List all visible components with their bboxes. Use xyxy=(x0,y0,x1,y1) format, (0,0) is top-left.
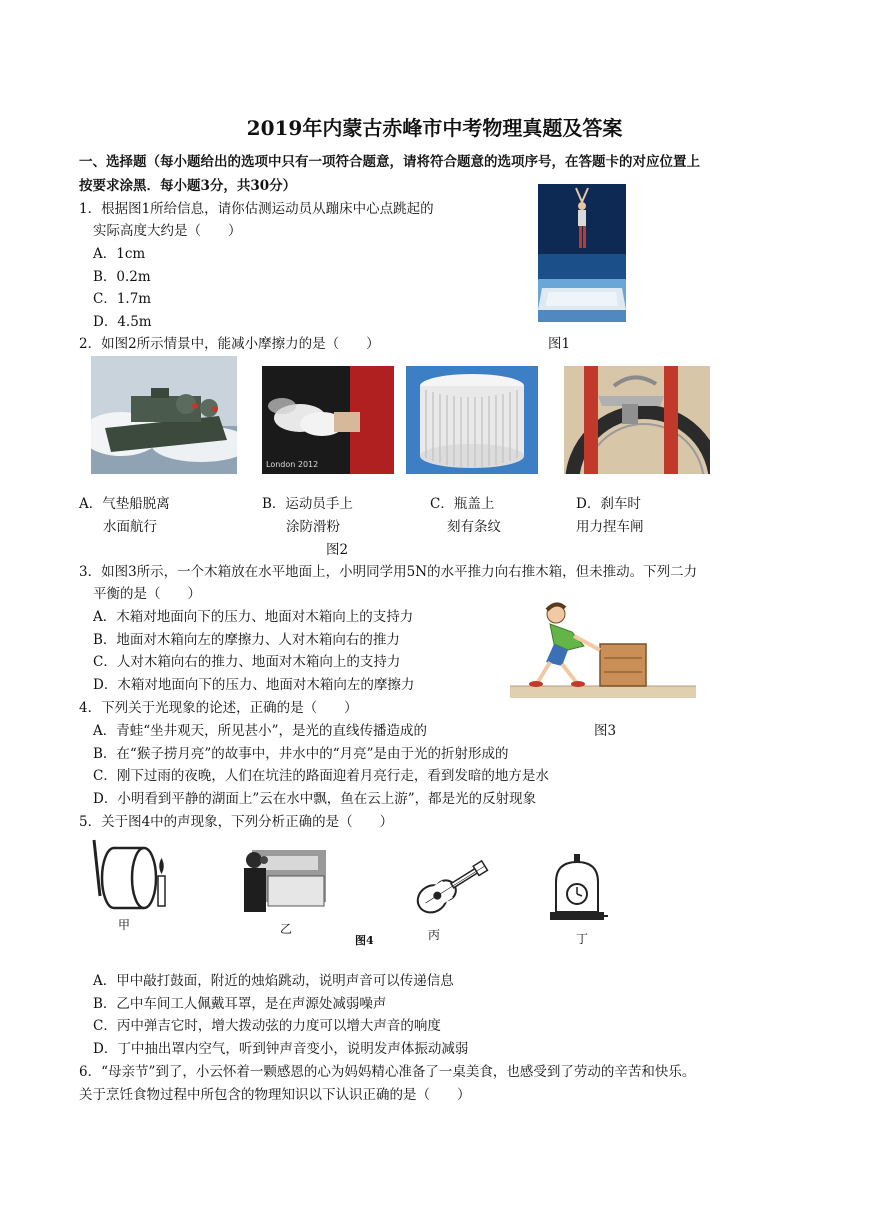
q2-stem: 2．如图2所示情景中，能减小摩擦力的是（ ） xyxy=(79,336,380,352)
figure-2d-bicycle-brake-photo xyxy=(564,366,710,474)
figure-2-caption: 图2 xyxy=(326,542,349,558)
q5-option-d: D．丁中抽出罩内空气，听到钟声音变小，说明发声体振动减弱 xyxy=(93,1041,469,1057)
figure-3-pushing-box-illustration xyxy=(510,600,696,702)
q5-stem: 5．关于图4中的声现象，下列分析正确的是（ ） xyxy=(79,814,394,830)
q3-option-b: B．地面对木箱向左的摩擦力、人对木箱向右的推力 xyxy=(93,632,400,648)
q4-option-a: A．青蛙“坐井观天，所见甚小”，是光的直线传播造成的 xyxy=(93,723,428,739)
q1-stem-line2: 实际高度大约是（ ） xyxy=(93,223,242,239)
q3-option-c: C．人对木箱向右的推力、地面对木箱向上的支持力 xyxy=(93,654,401,670)
figure-4-label-ding: 丁 xyxy=(576,932,589,946)
figure-1-caption: 图1 xyxy=(548,336,571,352)
figure-4-ding-bell-jar xyxy=(546,852,608,928)
q3-option-a: A．木箱对地面向下的压力、地面对木箱向上的支持力 xyxy=(93,609,414,625)
q2-option-c-line2: 刻有条纹 xyxy=(447,519,501,535)
figure-4-yi-factory-worker xyxy=(238,846,330,918)
q3-stem-line2: 平衡的是（ ） xyxy=(93,586,201,602)
q2-option-a-line1: A．气垫船脱离 xyxy=(79,496,170,512)
figure-4-bing-guitar xyxy=(406,848,492,924)
section-header-line2: 按要求涂黑．每小题3分，共30分） xyxy=(79,178,297,194)
q4-stem: 4．下列关于光现象的论述，正确的是（ ） xyxy=(79,700,358,716)
figure-2c-bottle-cap-photo xyxy=(406,366,538,474)
q2-option-d-line2: 用力捏车闸 xyxy=(576,519,644,535)
figure-1-trampoline-photo xyxy=(538,184,626,322)
figure-3-caption: 图3 xyxy=(594,723,617,739)
q1-option-a: A．1cm xyxy=(93,246,146,262)
page-title: 2019年内蒙古赤峰市中考物理真题及答案 xyxy=(246,116,623,140)
q6-stem-line1: 6．“母亲节”到了，小云怀着一颗感恩的心为妈妈精心准备了一桌美食，也感受到了劳动的辛苦和快乐。 xyxy=(79,1064,696,1080)
q5-option-c: C．丙中弹吉它时，增大拨动弦的力度可以增大声音的响度 xyxy=(93,1018,441,1034)
q1-stem-line1: 1．根据图1所给信息，请你估测运动员从蹦床中心点跳起的 xyxy=(79,201,434,217)
q6-stem-line2: 关于烹饪食物过程中所包含的物理知识以下认识正确的是（ ） xyxy=(79,1087,471,1103)
figure-2a-hovercraft-photo xyxy=(91,356,237,474)
q2-option-d-line1: D．刹车时 xyxy=(576,496,641,512)
figure-4-label-yi: 乙 xyxy=(280,922,293,936)
photo-watermark-text: London 2012 xyxy=(266,460,319,470)
q2-option-b-line1: B．运动员手上 xyxy=(262,496,353,512)
q3-option-d: D．木箱对地面向下的压力、地面对木箱向左的摩擦力 xyxy=(93,677,415,693)
q2-option-a-line2: 水面航行 xyxy=(103,519,157,535)
q4-option-c: C．刚下过雨的夜晚，人们在坑洼的路面迎着月亮行走，看到发暗的地方是水 xyxy=(93,768,549,784)
section-header-line1: 一、选择题（每小题给出的选项中只有一项符合题意，请将符合题意的选项序号，在答题卡的对应位置上 xyxy=(79,154,700,170)
q5-option-b: B．乙中车间工人佩戴耳罩，是在声源处减弱噪声 xyxy=(93,996,387,1012)
figure-4-label-bing: 丙 xyxy=(428,928,441,942)
q1-option-b: B．0.2m xyxy=(93,269,151,285)
q4-option-d: D．小明看到平静的湖面上”云在水中飘，鱼在云上游”，都是光的反射现象 xyxy=(93,791,537,807)
q2-option-b-line2: 涂防滑粉 xyxy=(286,519,340,535)
q3-stem-line1: 3．如图3所示，一个木箱放在水平地面上，小明同学用5N的水平推力向右推木箱，但未推动。下列二力 xyxy=(79,564,698,580)
q1-option-c: C．1.7m xyxy=(93,291,152,307)
q2-option-c-line1: C．瓶盖上 xyxy=(430,496,495,512)
figure-4-label-jia: 甲 xyxy=(118,918,131,932)
figure-2b-athlete-hands-photo xyxy=(262,366,394,474)
figure-4-jia-drum-candle xyxy=(86,836,176,918)
figure-4-caption: 图4 xyxy=(355,934,374,947)
q5-option-a: A．甲中敲打鼓面，附近的烛焰跳动，说明声音可以传递信息 xyxy=(93,973,454,989)
q4-option-b: B．在“猴子捞月亮”的故事中，井水中的“月亮”是由于光的折射形成的 xyxy=(93,746,509,762)
q1-option-d: D．4.5m xyxy=(93,314,152,330)
